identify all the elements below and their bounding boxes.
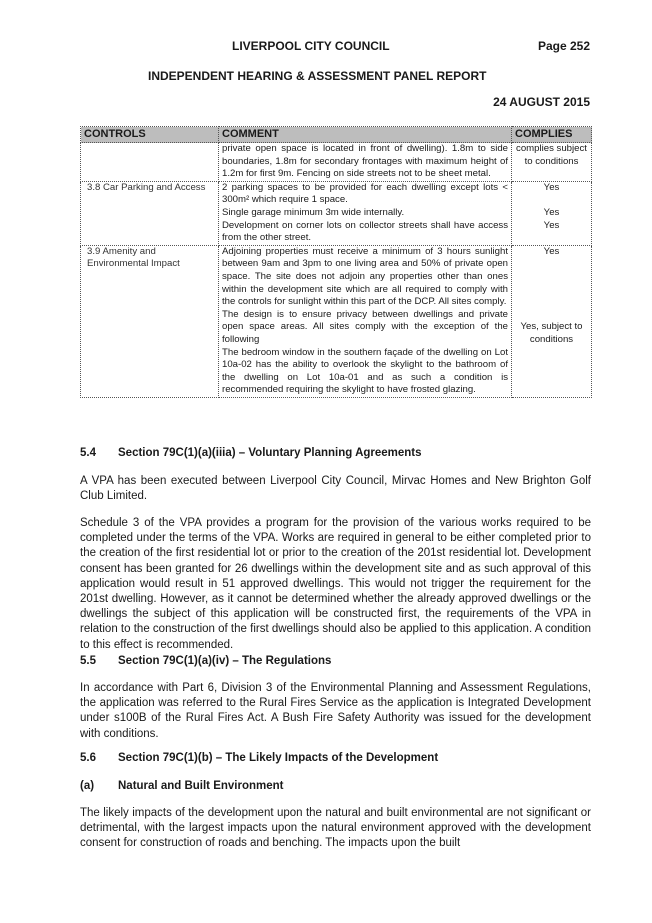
column-header-comment: COMMENT: [219, 127, 512, 143]
comment-text: Single garage minimum 3m wide internally.: [222, 206, 405, 218]
complies-cell: [512, 245, 592, 397]
report-title: INDEPENDENT HEARING & ASSESSMENT PANEL REPORT: [148, 69, 487, 83]
comment-cell: [219, 245, 512, 397]
paragraph: The likely impacts of the development upon the natural and built environmental are not significant or detrimental, with the largest impacts upon the natural environment approved with the development consent for construction of roads and benching. The impacts upon the built: [80, 807, 591, 850]
complies-text: Yes: [543, 206, 560, 218]
comment-text: The bedroom window in the southern façade of the dwelling on Lot 10a-02 has the ability to overlook the skylight to the bathroom of the dwelling on Lot 10a-01 and as such a condition is recommended requiring the skylight to have frosted glazing.: [222, 346, 508, 396]
control-cell: 3.9 Amenity and Environmental Impact: [81, 245, 219, 397]
section-title: Section 79C(1)(a)(iv) – The Regulations: [118, 655, 332, 667]
section-number: (a): [80, 780, 95, 792]
comment-cell: private open space is located in front of dwelling). 1.8m to side boundaries, 1.8m for secondary frontages with maximum height of 1.2m for first 9m. Fencing on side streets not to be sheet metal.: [219, 143, 512, 182]
section-number: 5.5: [80, 655, 96, 667]
complies-cell: complies subject to conditions: [512, 143, 592, 182]
table-row: [81, 181, 592, 245]
section-title: Natural and Built Environment: [118, 780, 284, 792]
complies-text: Yes: [543, 181, 560, 193]
section-number: 5.6: [80, 752, 96, 764]
section-heading-5-6: [80, 752, 438, 764]
comment-text: Adjoining properties must receive a minimum of 3 hours sunlight between 9am and 3pm to one living area and 50% of private open space. The site does not adjoin any properties other than ones within the development site which are all required to comply with the controls for sunlight within this part of the DCP. All sites comply.: [222, 245, 508, 308]
paragraph: A VPA has been executed between Liverpool City Council, Mirvac Homes and New Brighton Golf Club Limited.: [80, 475, 591, 503]
subsection-heading-a: [80, 780, 284, 792]
section-number: 5.4: [80, 447, 96, 459]
section-title: Section 79C(1)(a)(iiia) – Voluntary Planning Agreements: [118, 447, 422, 459]
paragraph: Schedule 3 of the VPA provides a program for the provision of the various works required to be completed under the terms of the VPA. Works are required in general to be either completed prior to the creation of the first residential lot or prior to the creation of the 201st residential lot. Development consent has been granted for 26 dwellings within the development site and as such approval of this application would result in 51 approved dwellings. This would not trigger the requirement for the 201st dwelling. However, as it cannot be determined whether the already approved dwellings or the dwellings the subject of this application will be constructed first, the requirements of the VPA in relation to the construction of the first dwellings should also be applied to this application. A condition to this effect is recommended.: [80, 517, 591, 651]
section-heading-5-5: [80, 655, 331, 667]
complies-text: Yes: [543, 219, 560, 231]
complies-text: Yes, subject to conditions: [520, 321, 583, 345]
column-header-controls: CONTROLS: [81, 127, 219, 143]
council-name: LIVERPOOL CITY COUNCIL: [232, 39, 390, 53]
column-header-complies: COMPLIES: [512, 127, 592, 143]
comment-text: 2 parking spaces to be provided for each dwelling except lots < 300m² which require 1 space.: [222, 181, 508, 206]
comment-cell: [219, 181, 512, 245]
table-row: [81, 143, 592, 182]
comment-text: The design is to ensure privacy between dwellings and private open space areas. All sites comply with the exception of the following: [222, 308, 508, 345]
control-cell: [81, 143, 219, 182]
section-heading-5-4: [80, 447, 422, 459]
table-row: [81, 245, 592, 397]
comment-text: Development on corner lots on collector streets shall have access from the other street.: [222, 219, 508, 244]
page-number: Page 252: [537, 39, 590, 53]
report-date: 24 AUGUST 2015: [493, 95, 590, 109]
control-cell: 3.8 Car Parking and Access: [81, 181, 219, 245]
complies-text: Yes: [543, 245, 560, 257]
table-header-row: [81, 127, 592, 143]
complies-cell: [512, 181, 592, 245]
section-title: Section 79C(1)(b) – The Likely Impacts of the Development: [118, 752, 439, 764]
controls-table: [80, 126, 592, 398]
paragraph: In accordance with Part 6, Division 3 of the Environmental Planning and Assessment Regulations, the application was referred to the Rural Fires Service as the application is Integrated Development under s100B of the Rural Fires Act. A Bush Fire Safety Authority was issued for the development with conditions.: [80, 682, 591, 740]
